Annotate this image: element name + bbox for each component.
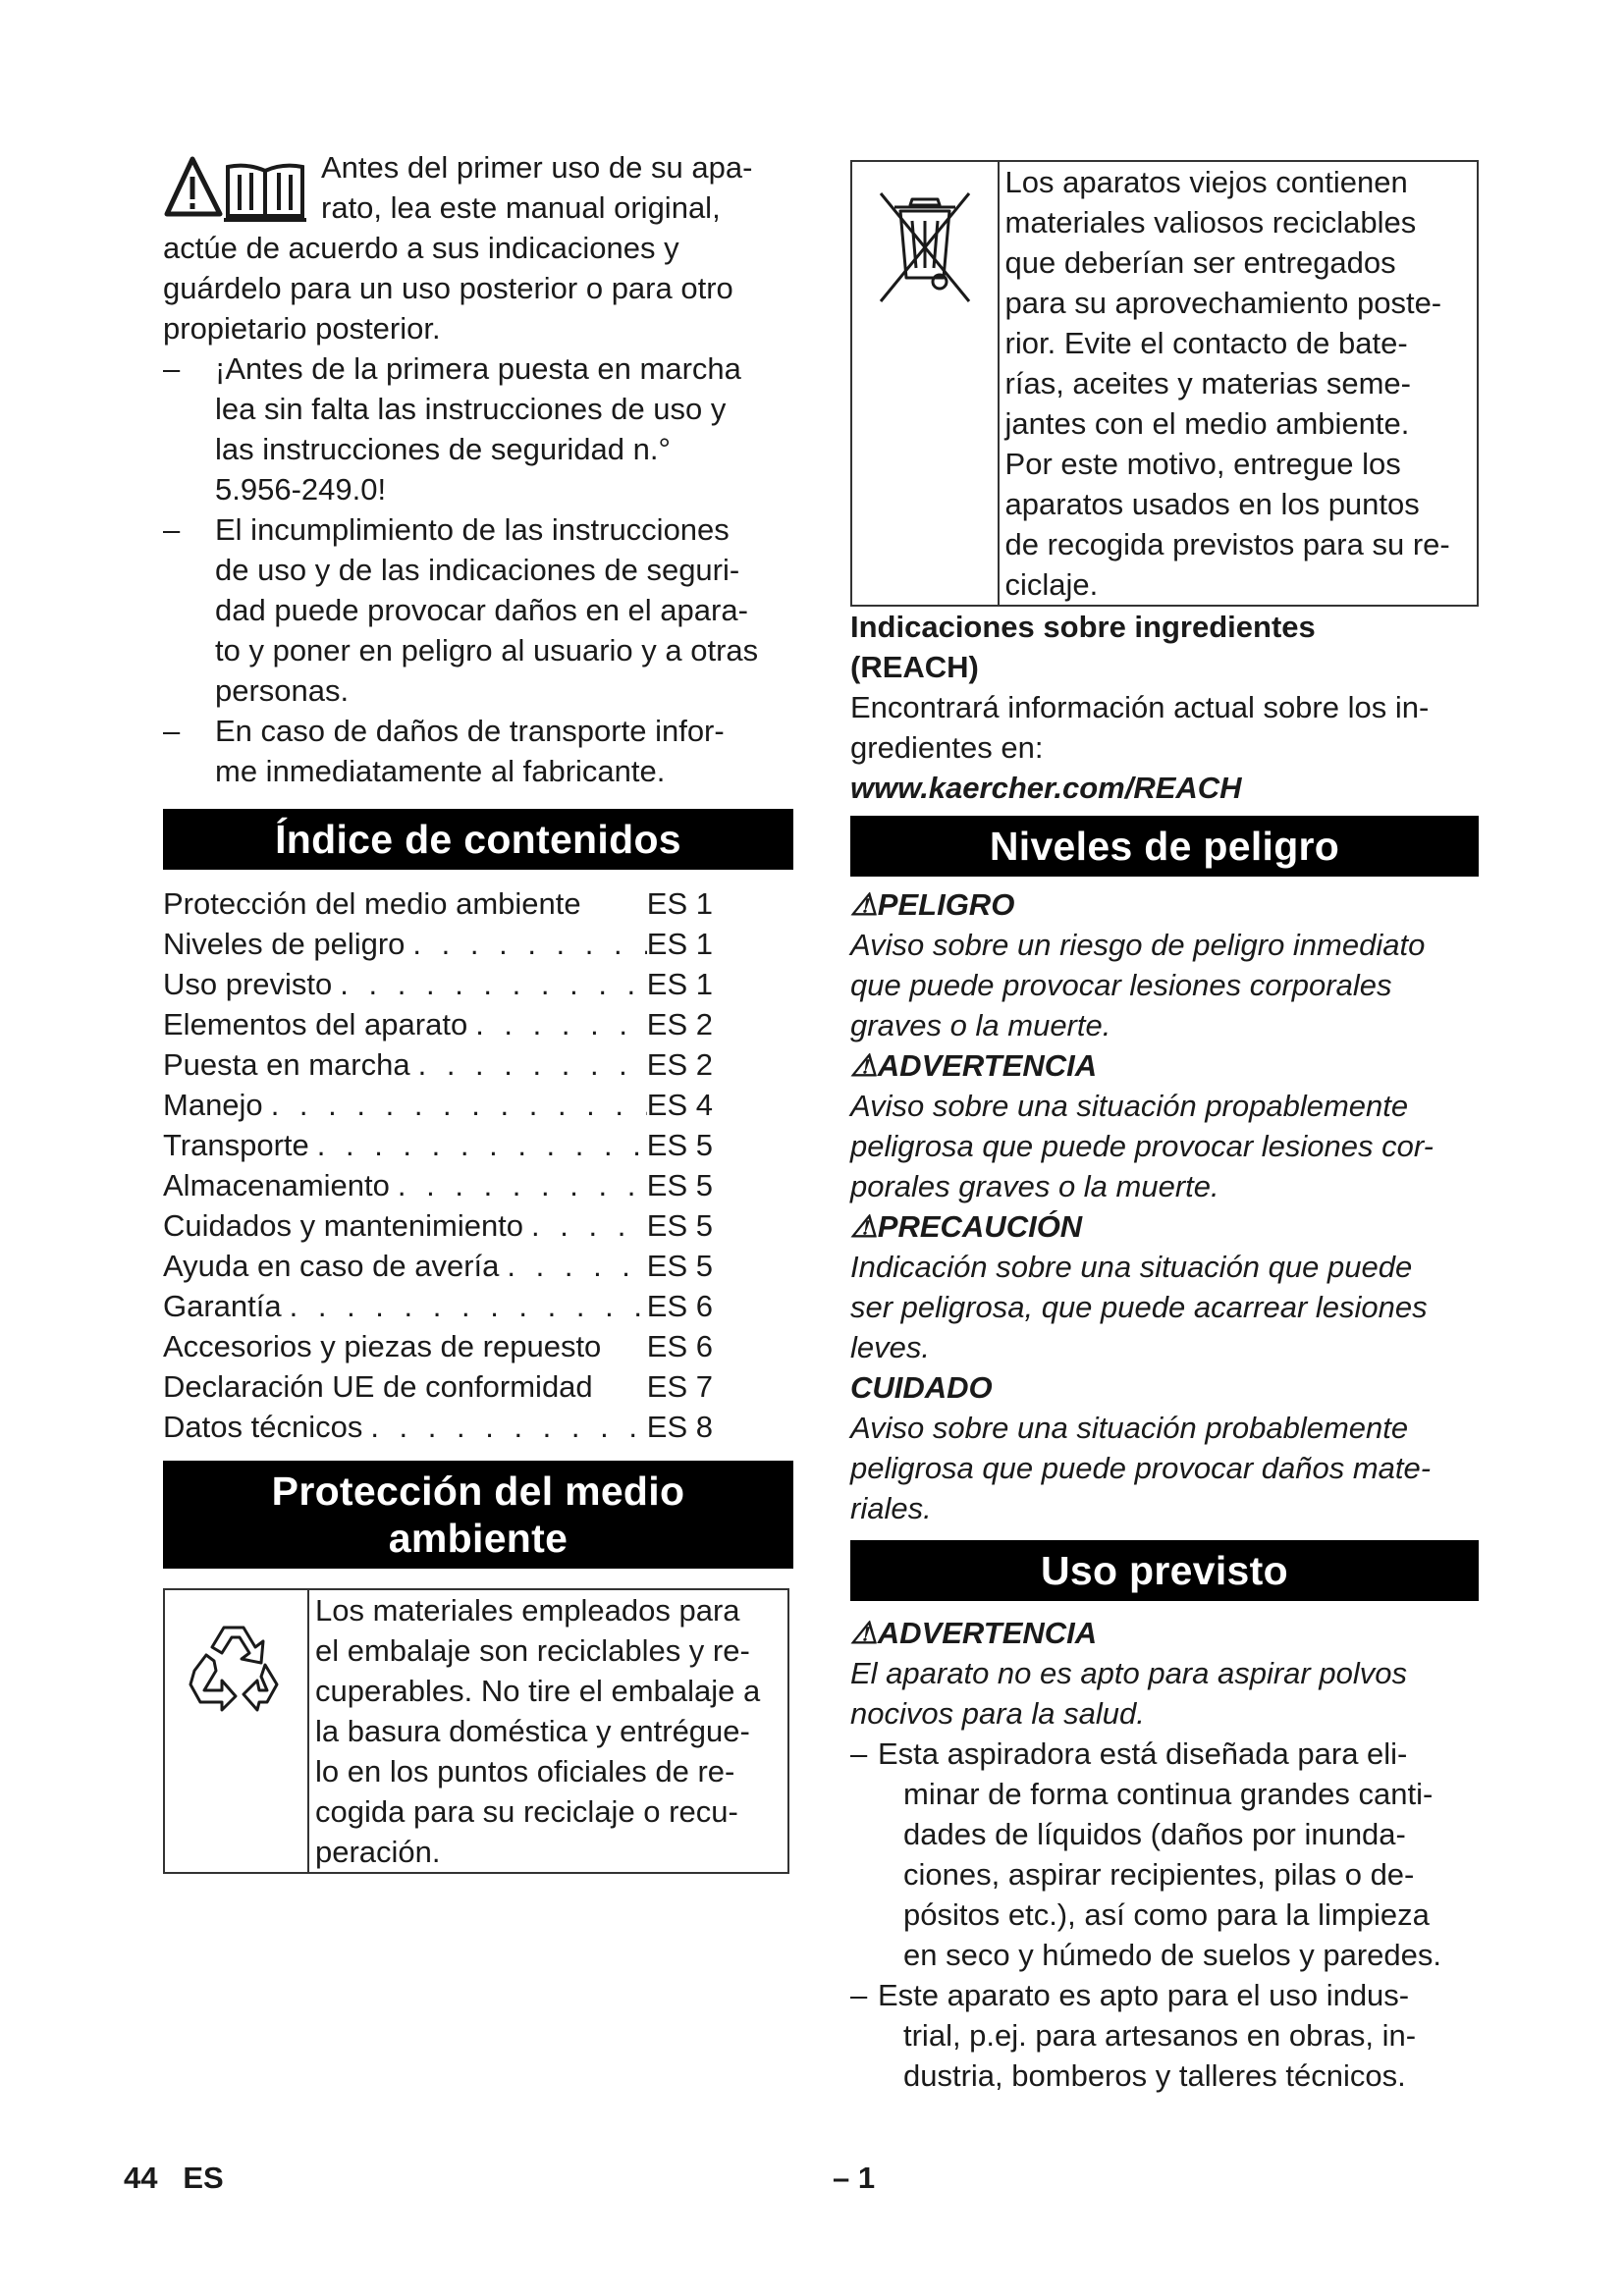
- intro-item-line: lea sin falta las instrucciones de uso y: [215, 392, 727, 426]
- reach-section: [850, 607, 1483, 808]
- toc-entry[interactable]: [163, 1205, 713, 1246]
- toc-entry-title: Declaración UE de conformidad: [163, 1369, 593, 1404]
- danger-level-label: CUIDADO: [850, 1370, 993, 1405]
- crossed-bin-icon: [852, 162, 1000, 605]
- toc-entry-page: ES 6: [646, 1289, 713, 1323]
- danger-level-text: peligrosa que puede provocar daños mate-: [850, 1451, 1432, 1485]
- intro-item-line: dad puede provocar daños en el apara-: [215, 593, 748, 627]
- toc-entry[interactable]: [163, 1326, 713, 1366]
- intro-list-item: [163, 711, 801, 791]
- weee-line: materiales valiosos reciclables: [1004, 205, 1417, 240]
- danger-level-text: peligrosa que puede provocar lesiones cor-: [850, 1129, 1434, 1163]
- intro-item-line: 5.956-249.0!: [215, 472, 387, 507]
- toc-entry-page: ES 4: [646, 1088, 713, 1122]
- toc-entry-page: ES 7: [646, 1369, 713, 1404]
- intro-item-line: me inmediatamente al fabricante.: [215, 754, 666, 788]
- recycle-line: lo en los puntos oficiales de re-: [315, 1754, 735, 1789]
- warning-manual-icons: [163, 153, 308, 224]
- intro-item-line: de uso y de las indicaciones de seguri-: [215, 553, 740, 587]
- recycle-line: la basura doméstica y entrégue-: [315, 1714, 750, 1748]
- intended-use-line: dustria, bomberos y talleres técnicos.: [903, 2058, 1406, 2093]
- intended-use-warning-label: ⚠ADVERTENCIA: [850, 1616, 1098, 1650]
- environment-heading-line: ambiente: [388, 1516, 568, 1561]
- reach-text: gredientes en:: [850, 730, 1044, 765]
- toc-entry-page: ES 5: [646, 1168, 713, 1202]
- toc-entry[interactable]: [163, 883, 713, 924]
- intended-use-line: minar de forma continua grandes canti-: [903, 1777, 1434, 1811]
- reach-heading: (REACH): [850, 650, 979, 684]
- intro-line: Antes del primer uso de su apa-: [321, 150, 753, 185]
- danger-level-text: Aviso sobre un riesgo de peligro inmediato: [850, 928, 1426, 962]
- intended-use-item: [850, 1734, 1483, 1975]
- toc-entry-page: ES 5: [646, 1128, 713, 1162]
- danger-level-text: Indicación sobre una situación que puede: [850, 1250, 1413, 1284]
- warning-triangle-icon: [167, 159, 220, 214]
- toc-entry-page: ES 5: [646, 1249, 713, 1283]
- intro-line: rato, lea este manual original,: [321, 190, 721, 225]
- reach-text: Encontrará información actual sobre los in-: [850, 690, 1430, 724]
- intro-item-line: – El incumplimiento de las instrucciones: [215, 512, 730, 547]
- intended-use-warning-text: El aparato no es apto para aspirar polvos: [850, 1656, 1407, 1690]
- danger-level-text: graves o la muerte.: [850, 1008, 1111, 1042]
- intended-use-line: ciones, aspirar recipientes, pilas o de-: [903, 1857, 1415, 1892]
- reach-link[interactable]: www.kaercher.com/REACH: [850, 771, 1242, 805]
- right-column: [850, 160, 1483, 2096]
- toc-entry-title: Niveles de peligro: [163, 927, 406, 961]
- intro-notice: [163, 147, 801, 791]
- manual-book-icon: [224, 166, 306, 220]
- toc-entry-page: ES 1: [646, 886, 713, 921]
- weee-notice: [850, 160, 1479, 607]
- danger-level-text: Aviso sobre una situación probablemente: [850, 1411, 1409, 1445]
- intended-use-heading: Uso previsto: [850, 1540, 1479, 1601]
- recycle-icon: [165, 1590, 309, 1872]
- toc-entry-page: ES 1: [646, 967, 713, 1001]
- page-label: 44 ES: [124, 2161, 224, 2195]
- toc-entry-page: ES 6: [646, 1329, 713, 1363]
- intended-use-line: – Este aparato es apto para el uso indus-: [878, 1978, 1410, 2012]
- toc-entry[interactable]: [163, 1044, 713, 1085]
- toc-entry[interactable]: [163, 1085, 713, 1125]
- intro-item-line: personas.: [215, 673, 350, 708]
- danger-level-label: ⚠PELIGRO: [850, 887, 1015, 922]
- environment-heading-line: Protección del medio: [271, 1468, 685, 1514]
- toc-entry-title: Cuidados y mantenimiento: [163, 1208, 524, 1243]
- toc-entry-page: ES 8: [646, 1410, 713, 1444]
- danger-level-label: ⚠PRECAUCIÓN: [850, 1209, 1083, 1244]
- intended-use-line: – Esta aspiradora está diseñada para eli-: [878, 1736, 1408, 1771]
- toc-entry[interactable]: [163, 1407, 713, 1447]
- toc-entry-title: Uso previsto: [163, 967, 333, 1001]
- toc-entry-title: Protección del medio ambiente: [163, 886, 581, 921]
- toc-entry[interactable]: [163, 924, 713, 964]
- intro-list-item: [163, 509, 801, 711]
- recycle-line: cogida para su reciclaje o recu-: [315, 1794, 738, 1829]
- toc-entry[interactable]: [163, 964, 713, 1004]
- intended-use-warning-text: nocivos para la salud.: [850, 1696, 1145, 1731]
- intro-line: propietario posterior.: [163, 311, 441, 346]
- weee-line: que deberían ser entregados: [1004, 245, 1396, 280]
- warning-triangle-icon: ⚠: [850, 887, 878, 922]
- intro-item-line: – En caso de daños de transporte infor-: [215, 714, 725, 748]
- toc-entry[interactable]: [163, 1125, 713, 1165]
- intended-use-item: [850, 1975, 1483, 2096]
- weee-line: rías, aceites y materias seme-: [1004, 366, 1411, 400]
- recycling-notice: [163, 1588, 789, 1874]
- intro-item-line: – ¡Antes de la primera puesta en marcha: [215, 351, 741, 386]
- toc-entry-title: Manejo: [163, 1088, 263, 1122]
- intended-use: [850, 1613, 1483, 2096]
- toc-entry[interactable]: [163, 1366, 713, 1407]
- danger-level-text: riales.: [850, 1491, 932, 1525]
- recycle-line: Los materiales empleados para: [315, 1593, 740, 1628]
- danger-level-text: ser peligrosa, que puede acarrear lesiones: [850, 1290, 1428, 1324]
- intro-item-line: to y poner en peligro al usuario y a otras: [215, 633, 759, 667]
- weee-line: ciclaje.: [1004, 567, 1099, 602]
- warning-triangle-icon: ⚠: [850, 1048, 878, 1083]
- danger-level-label: ⚠ADVERTENCIA: [850, 1048, 1098, 1083]
- table-of-contents: [163, 883, 801, 1447]
- toc-entry-title: Puesta en marcha: [163, 1047, 410, 1082]
- warning-triangle-icon: ⚠: [850, 1209, 878, 1244]
- toc-entry-page: ES 2: [646, 1007, 713, 1041]
- weee-line: aparatos usados en los puntos: [1004, 487, 1420, 521]
- toc-entry-page: ES 1: [646, 927, 713, 961]
- intro-line: actúe de acuerdo a sus indicaciones y: [163, 231, 679, 265]
- toc-entry-title: Garantía: [163, 1289, 282, 1323]
- recycle-text: [309, 1590, 781, 1872]
- intended-use-line: pósitos etc.), así como para la limpieza: [903, 1897, 1430, 1932]
- intended-use-line: dades de líquidos (daños por inunda-: [903, 1817, 1406, 1851]
- toc-entry-page: ES 2: [646, 1047, 713, 1082]
- toc-entry[interactable]: [163, 1165, 713, 1205]
- weee-line: Los aparatos viejos contienen: [1004, 165, 1408, 199]
- toc-entry-title: Elementos del aparato: [163, 1007, 468, 1041]
- warning-triangle-icon: ⚠: [850, 1616, 878, 1650]
- reach-heading: Indicaciones sobre ingredientes: [850, 610, 1316, 644]
- page-number: – 1: [833, 2161, 876, 2195]
- left-column: [163, 147, 801, 1874]
- danger-levels: [850, 884, 1483, 1528]
- toc-entry-title: Datos técnicos: [163, 1410, 363, 1444]
- intro-list-item: [163, 348, 801, 509]
- environment-heading: [163, 1461, 793, 1569]
- intro-item-line: las instrucciones de seguridad n.°: [215, 432, 671, 466]
- toc-entry[interactable]: [163, 1286, 713, 1326]
- danger-levels-heading: Niveles de peligro: [850, 816, 1479, 877]
- danger-level-text: Aviso sobre una situación propablemente: [850, 1089, 1409, 1123]
- intended-use-line: en seco y húmedo de suelos y paredes.: [903, 1938, 1442, 1972]
- recycle-line: cuperables. No tire el embalaje a: [315, 1674, 761, 1708]
- toc-entry[interactable]: [163, 1004, 713, 1044]
- toc-entry-title: Accesorios y piezas de repuesto: [163, 1329, 602, 1363]
- danger-level-text: leves.: [850, 1330, 930, 1364]
- toc-entry-title: Ayuda en caso de avería: [163, 1249, 500, 1283]
- intended-use-line: trial, p.ej. para artesanos en obras, in-: [903, 2018, 1417, 2053]
- weee-line: para su aprovechamiento poste-: [1004, 286, 1442, 320]
- toc-entry-title: Transporte: [163, 1128, 309, 1162]
- danger-level-text: que puede provocar lesiones corporales: [850, 968, 1392, 1002]
- toc-entry-title: Almacenamiento: [163, 1168, 390, 1202]
- weee-text: [1000, 162, 1477, 605]
- toc-entry[interactable]: [163, 1246, 713, 1286]
- weee-line: Por este motivo, entregue los: [1004, 447, 1401, 481]
- toc-heading: Índice de contenidos: [163, 809, 793, 870]
- intro-line: guárdelo para un uso posterior o para otro: [163, 271, 733, 305]
- weee-line: rior. Evite el contacto de bate-: [1004, 326, 1408, 360]
- weee-line: de recogida previstos para su re-: [1004, 527, 1450, 561]
- weee-line: jantes con el medio ambiente.: [1004, 406, 1410, 441]
- danger-level-text: porales graves o la muerte.: [850, 1169, 1219, 1203]
- toc-entry-page: ES 5: [646, 1208, 713, 1243]
- recycle-line: peración.: [315, 1835, 441, 1869]
- recycle-line: el embalaje son reciclables y re-: [315, 1633, 750, 1668]
